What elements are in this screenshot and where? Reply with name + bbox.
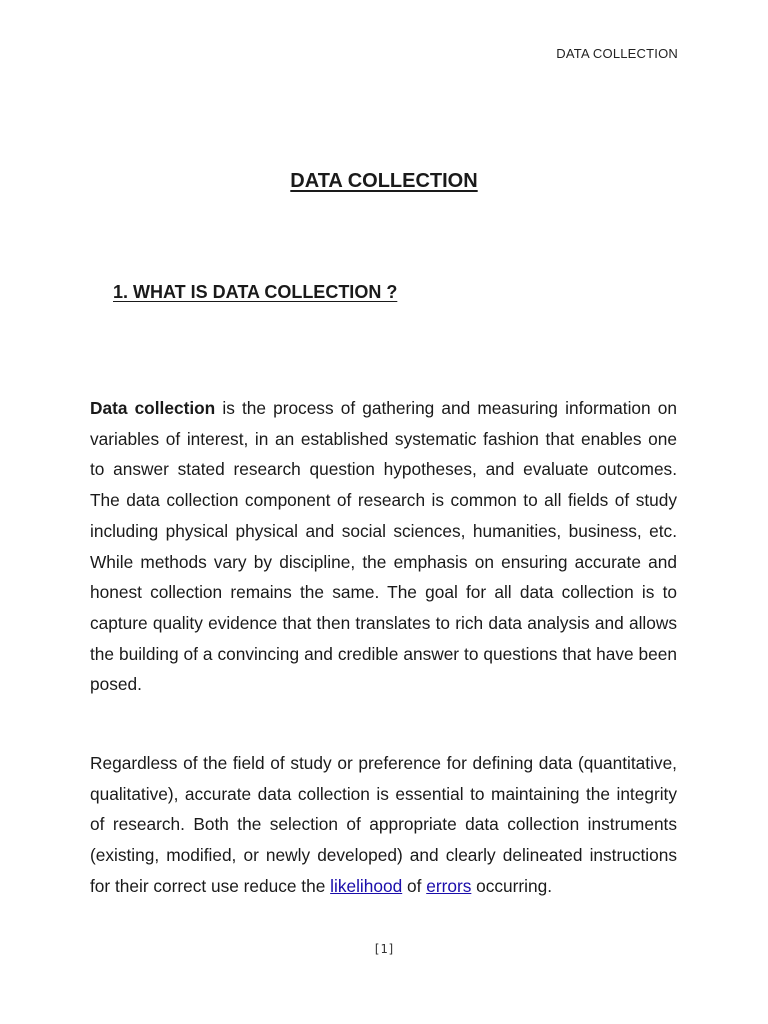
paragraph-1-text: is the process of gathering and measuring information on variables of interest, in an established systematic fashion that enables one to answer stated research question hypotheses, and evaluate outcomes. The data collection component of research is common to all fields of study including physical physical and social sciences, humanities, business, etc. While methods vary by discipline, the emphasis on ensuring accurate and honest collection remains the same. The goal for all data collection is to capture quality evidence that then translates to rich data analysis and allows the building of a convincing and credible answer to questions that have been posed.: [90, 398, 677, 695]
section-heading: 1. WHAT IS DATA COLLECTION ?: [113, 282, 398, 302]
paragraph-2: [90, 748, 677, 902]
paragraph-2-text-middle: of: [402, 875, 427, 896]
paragraph-1-lead-term: Data collection: [90, 398, 216, 418]
paragraph-1: [90, 393, 677, 700]
running-header: DATA COLLECTION: [556, 46, 678, 61]
likelihood-link[interactable]: likelihood: [330, 875, 403, 896]
page-title: DATA COLLECTION: [290, 170, 478, 192]
errors-link[interactable]: errors: [426, 875, 472, 896]
paragraph-2-text-after: occurring.: [471, 875, 553, 896]
page-number: [1]: [373, 942, 395, 956]
paragraph-2-text-before: Regardless of the field of study or preference for defining data (quantitative, qualitative), accurate data collection is essential to maintaining the integrity of research. Both the selection of appropriate data collection instruments (existing, modified, or newly developed) and clearly delineated instructions for their correct use reduce the: [90, 753, 677, 896]
